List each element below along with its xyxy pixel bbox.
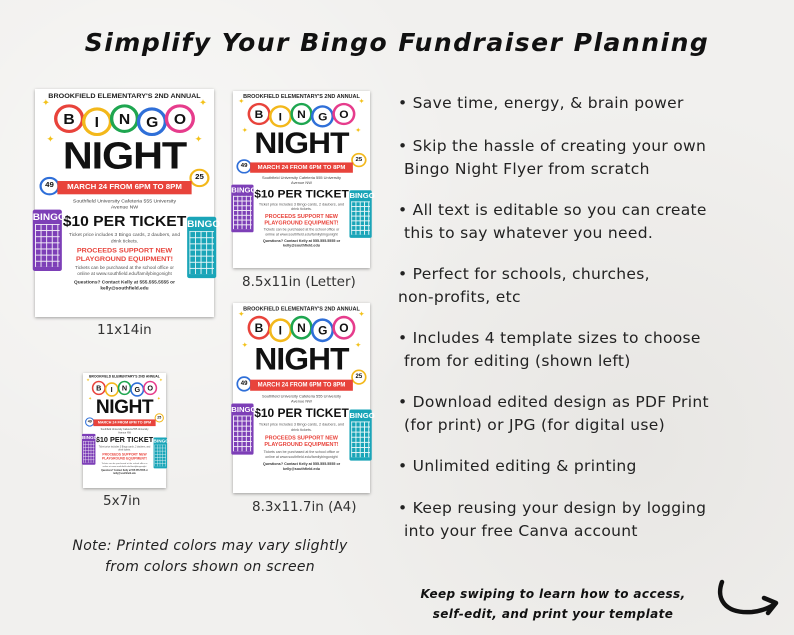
flyer-price: $10 PER TICKET <box>254 406 349 420</box>
bingo-balls <box>248 103 354 128</box>
bingo-ball: O <box>143 381 157 395</box>
flyer-proceeds: PROCEEDS SUPPORT NEW PLAYGROUND EQUIPMENT! <box>75 247 174 263</box>
flyer-price: $10 PER TICKET <box>254 187 349 200</box>
feature-item: • Skip the hassle of creating your own <box>398 137 707 155</box>
bingo-balls <box>92 381 156 398</box>
sparkle-icon: ✦ <box>238 309 245 319</box>
flyer-contact: Questions? Contact Kelly at 555.555.5555 or kelly@southfield.edu <box>262 461 341 471</box>
flyer-ticket-info: Ticket price includes 3 Bingo cards, 2 daubers, and drink tickets. <box>258 202 345 211</box>
flyer-purchase-info: Tickets can be purchased at the school office or online at www.southfield.edu/familybingonight <box>101 461 148 468</box>
bingo-card-label: BINGO <box>349 411 375 420</box>
bingo-ball: I <box>105 382 119 396</box>
feature-item: • Includes 4 template sizes to choose <box>398 329 701 347</box>
bingo-card-label: BINGO <box>32 211 66 222</box>
flyer-venue: Southfield University Cafeteria 555 University Avenue NW <box>262 394 341 404</box>
bingo-card-label: BINGO <box>231 186 257 195</box>
number-ball: 49 <box>236 376 251 391</box>
flyer-ticket-info: Ticket price includes 3 Bingo cards, 2 daubers, and drink tickets. <box>258 422 345 432</box>
feature-item: • Keep reusing your design by logging <box>398 499 707 517</box>
flyer-night-text: NIGHT <box>254 341 349 377</box>
sparkle-icon: ✦ <box>198 97 208 108</box>
feature-item: • Perfect for schools, churches, <box>398 265 650 283</box>
bingo-card <box>154 437 167 468</box>
bingo-card-label: BINGO <box>349 191 375 200</box>
number-ball: 25 <box>351 369 366 384</box>
bingo-ball: N <box>110 104 140 133</box>
flyer-preview-letter <box>231 91 375 268</box>
flyer-header: BROOKFIELD ELEMENTARY'S 2ND ANNUAL <box>48 93 201 101</box>
flyer-purchase-info: Tickets can be purchased at the school office or online at www.southfield.edu/familybingonight <box>263 449 340 459</box>
flyer-proceeds: PROCEEDS SUPPORT NEW PLAYGROUND EQUIPMENT! <box>101 452 148 461</box>
flyer-price: $10 PER TICKET <box>95 435 154 444</box>
bingo-ball: G <box>130 382 144 396</box>
flyer-purchase-info: Tickets can be purchased at the school office or online at www.southfield.edu/familybingonight <box>75 264 174 276</box>
flyer-venue: Southfield University Cafeteria 555 University Avenue NW <box>100 428 149 434</box>
bingo-ball: B <box>248 103 271 125</box>
flyer-night-text: NIGHT <box>62 135 187 177</box>
number-ball: 25 <box>189 169 209 187</box>
bingo-card-label: BINGO <box>187 218 221 230</box>
bingo-ball: I <box>82 107 112 136</box>
bingo-ball: O <box>165 104 195 133</box>
sparkle-icon: ✦ <box>86 377 91 383</box>
flyer-purchase-info: Tickets can be purchased at the school office or online at www.southfield.edu/familybingonight <box>263 227 340 236</box>
bingo-ball: B <box>92 381 106 395</box>
note-line: Note: Printed colors may vary slightly <box>72 538 348 554</box>
bingo-ball: I <box>269 318 292 342</box>
flyer-header: BROOKFIELD ELEMENTARY'S 2ND ANNUAL <box>89 375 160 379</box>
flyer-ticket-info: Ticket price includes 3 Bingo cards, 2 daubers, and drink tickets. <box>68 232 181 243</box>
flyer-date: MARCH 24 FROM 6PM TO 8PM <box>93 419 155 426</box>
flyer-venue: Southfield University Cafeteria 555 University Avenue NW <box>262 175 341 185</box>
curved-arrow-icon <box>712 576 782 621</box>
flyer-date: MARCH 24 FROM 6PM TO 8PM <box>250 162 353 172</box>
bingo-ball: I <box>269 105 292 127</box>
color-note <box>40 536 380 578</box>
page-title: Simplify Your Bingo Fundraiser Planning <box>84 28 710 57</box>
bingo-ball: N <box>118 381 132 395</box>
size-label-letter: 8.5x11in (Letter) <box>242 274 356 290</box>
flyer-contact: Questions? Contact Kelly at 555.555.5555 or kelly@southfield.edu <box>262 238 341 247</box>
flyer-night-text: NIGHT <box>254 126 349 160</box>
bingo-card <box>349 410 375 461</box>
bingo-ball: N <box>290 316 313 340</box>
feature-item: • Unlimited editing & printing <box>398 457 637 475</box>
sparkle-icon: ✦ <box>358 97 365 106</box>
flyer-preview-5x7 <box>81 373 169 488</box>
sparkle-icon: ✦ <box>194 133 203 145</box>
flyer-venue: Southfield University Cafeteria 555 University Avenue NW <box>72 198 177 210</box>
bingo-ball: N <box>290 103 313 125</box>
bingo-card-label: BINGO <box>81 434 98 441</box>
bingo-balls <box>55 104 194 137</box>
bingo-card-label: BINGO <box>231 405 257 414</box>
flyer-night-text: NIGHT <box>95 396 154 418</box>
bingo-ball: G <box>137 107 167 136</box>
feature-item-cont: into your free Canva account <box>404 522 638 540</box>
swipe-callout <box>398 584 708 624</box>
bingo-card-label: BINGO <box>153 438 169 444</box>
flyer-proceeds: PROCEEDS SUPPORT NEW PLAYGROUND EQUIPMENT! <box>264 435 339 448</box>
flyer-price: $10 PER TICKET <box>62 212 187 230</box>
flyer-date: MARCH 24 FROM 6PM TO 8PM <box>250 380 353 391</box>
feature-item-cont: non-profits, etc <box>398 288 521 306</box>
sparkle-icon: ✦ <box>354 125 362 134</box>
bingo-ball: O <box>332 103 355 125</box>
feature-item: • Download edited design as PDF Print <box>398 393 709 411</box>
bingo-ball: B <box>248 316 271 340</box>
feature-item-cont: from for editing (shown left) <box>404 352 631 370</box>
sparkle-icon: ✦ <box>238 97 245 106</box>
number-ball: 25 <box>351 153 366 167</box>
sparkle-icon: ✦ <box>354 340 362 350</box>
sparkle-icon: ✦ <box>158 377 163 383</box>
swipe-line: self-edit, and print your template <box>432 607 674 621</box>
flyer-contact: Questions? Contact Kelly at 555.555.5555 or kelly@southfield.edu <box>73 279 176 290</box>
flyer-preview-a4 <box>231 303 375 493</box>
sparkle-icon: ✦ <box>88 395 93 401</box>
number-ball: 25 <box>155 413 164 422</box>
bingo-card <box>32 210 66 271</box>
flyer-ticket-info: Ticket price includes 3 Bingo cards, 2 daubers, and drink tickets. <box>98 445 151 451</box>
feature-item-cont: this to say whatever you need. <box>404 224 654 242</box>
size-label-5x7: 5x7in <box>103 493 141 509</box>
sparkle-icon: ✦ <box>41 97 51 108</box>
flyer-date: MARCH 24 FROM 6PM TO 8PM <box>57 181 191 194</box>
number-ball: 49 <box>85 417 94 426</box>
feature-item: • Save time, energy, & brain power <box>398 94 684 112</box>
note-line: from colors shown on screen <box>105 559 315 575</box>
feature-item-cont: Bingo Night Flyer from scratch <box>404 160 650 178</box>
size-label-11x14: 11x14in <box>97 322 152 338</box>
flyer-header: BROOKFIELD ELEMENTARY'S 2ND ANNUAL <box>243 306 360 313</box>
bingo-ball: G <box>311 105 334 127</box>
flyer-preview-11x14 <box>32 89 221 317</box>
flyer-proceeds: PROCEEDS SUPPORT NEW PLAYGROUND EQUIPMENT! <box>264 214 339 226</box>
feature-item: • All text is editable so you can create <box>398 201 707 219</box>
bingo-balls <box>248 316 354 343</box>
flyer-header: BROOKFIELD ELEMENTARY'S 2ND ANNUAL <box>243 94 360 100</box>
size-label-a4: 8.3x11.7in (A4) <box>252 499 357 515</box>
sparkle-icon: ✦ <box>358 309 365 319</box>
bingo-card <box>81 434 98 465</box>
sparkle-icon: ✦ <box>241 125 249 134</box>
sparkle-icon: ✦ <box>156 395 161 401</box>
feature-item-cont: (for print) or JPG (for digital use) <box>404 416 665 434</box>
bingo-ball: B <box>54 104 84 133</box>
number-ball: 49 <box>39 177 59 195</box>
number-ball: 49 <box>236 159 251 173</box>
bingo-card <box>187 217 221 278</box>
sparkle-icon: ✦ <box>46 133 55 145</box>
swipe-line: Keep swiping to learn how to access, <box>420 587 686 601</box>
bingo-card <box>349 190 375 238</box>
bingo-card <box>231 404 257 455</box>
sparkle-icon: ✦ <box>241 340 249 350</box>
bingo-card <box>231 185 257 233</box>
flyer-contact: Questions? Contact Kelly at 555.555.5555 or kelly@southfield.edu <box>101 468 148 475</box>
bingo-ball: G <box>311 318 334 342</box>
bingo-ball: O <box>332 316 355 340</box>
